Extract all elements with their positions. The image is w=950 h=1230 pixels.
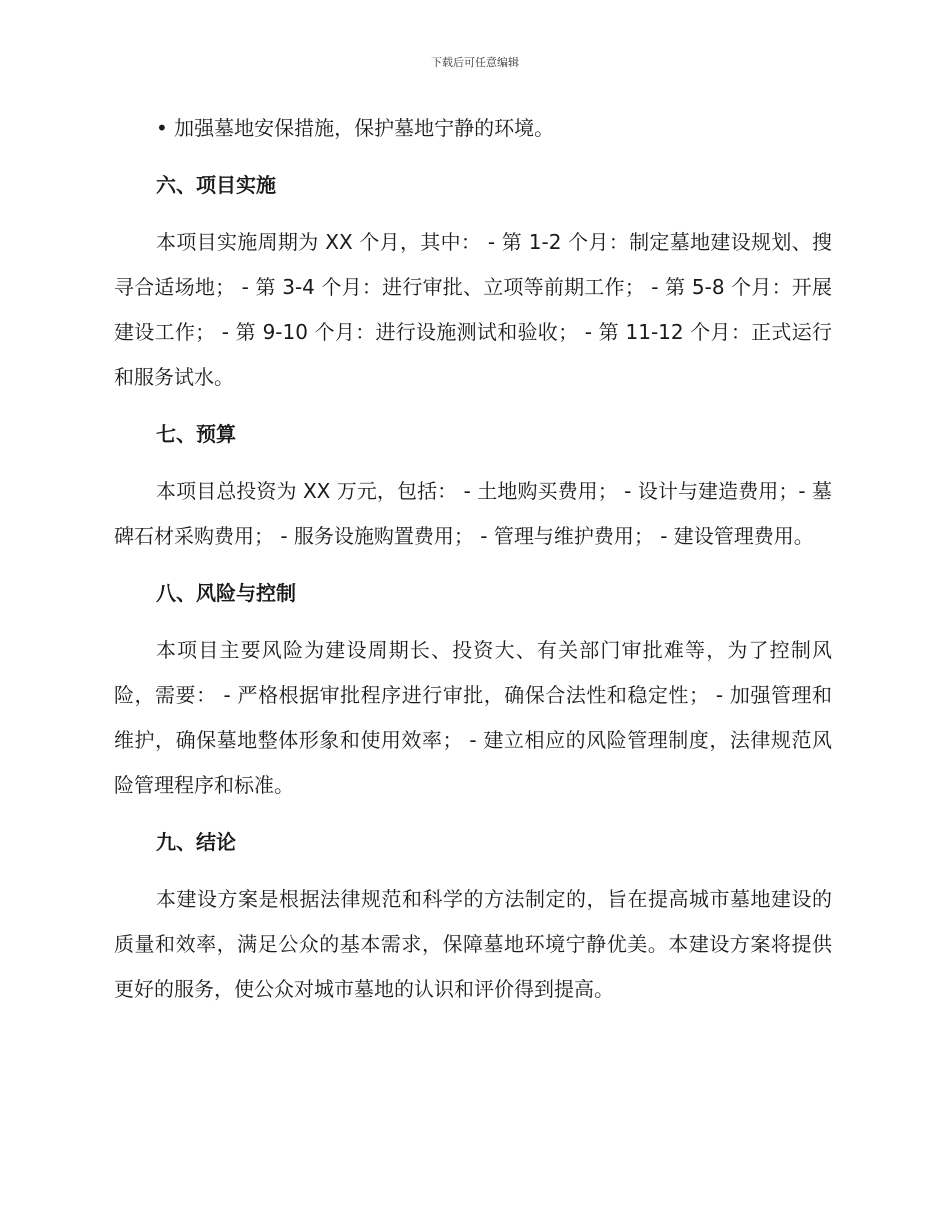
section-heading-risk: 八、风险与控制 — [156, 581, 296, 605]
section-body-budget: 本项目总投资为 XX 万元，包括： - 土地购买费用； - 设计与建造费用；- 墓碑石材采购费用； - 服务设施购置费用； - 管理与维护费用； - 建设管理费用。 — [114, 479, 832, 548]
section-body-conclusion: 本建设方案是根据法律规范和科学的方法制定的，旨在提高城市墓地建设的质量和效率，满足公众的基本需求，保障墓地环境宁静优美。本建设方案将提供更好的服务，使公众对城市墓地的认识和评价得到提高。 — [114, 887, 832, 1001]
section-risk — [114, 571, 832, 808]
section-body-implementation: 本项目实施周期为 XX 个月，其中： - 第 1-2 个月：制定墓地建设规划、搜寻合适场地； - 第 3-4 个月：进行审批、立项等前期工作； - 第 5-8 个月：开展建设工作； - 第 9-10 个月：进行设施测试和验收； - 第 11-12 个月：正式运行和服务试水。 — [114, 230, 832, 389]
section-heading-budget: 七、预算 — [156, 422, 236, 446]
section-heading-implementation: 六、项目实施 — [156, 173, 276, 197]
section-implementation — [114, 163, 832, 400]
section-conclusion — [114, 820, 832, 1012]
section-body-risk: 本项目主要风险为建设周期长、投资大、有关部门审批难等，为了控制风险，需要： - 严格根据审批程序进行审批，确保合法性和稳定性； - 加强管理和维护，确保墓地整体形象和使用效率； - 建立相应的风险管理制度，法律规范风险管理程序和标准。 — [114, 638, 832, 797]
section-budget — [114, 412, 832, 559]
section-heading-conclusion: 九、结论 — [156, 830, 236, 854]
bullet-item-security: • 加强墓地安保措施，保护墓地宁静的环境。 — [156, 116, 555, 140]
document-body — [114, 106, 832, 1024]
page-header-note: 下载后可任意编辑 — [431, 56, 519, 69]
